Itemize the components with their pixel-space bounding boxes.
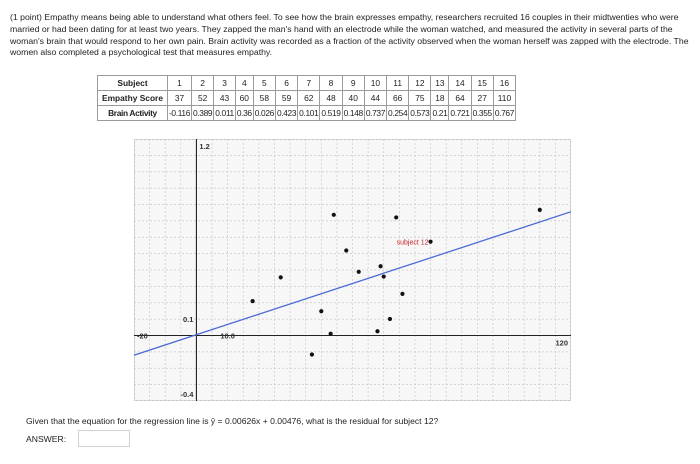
- brain-activity-cell: 0.389: [192, 106, 214, 121]
- data-point: [279, 275, 283, 279]
- subject-cell: 13: [431, 76, 449, 91]
- answer-input[interactable]: [78, 430, 130, 447]
- data-point: [310, 352, 314, 356]
- data-point: [357, 270, 361, 274]
- subject-cell: 4: [235, 76, 253, 91]
- subject-12-annotation: subject 12: [396, 239, 429, 247]
- subject-cell: 11: [387, 76, 409, 91]
- brain-activity-cell: 0.721: [449, 106, 471, 121]
- empathy-score-cell: 66: [387, 91, 409, 106]
- brain-activity-cell: 0.026: [253, 106, 275, 121]
- brain-activity-cell: 0.101: [298, 106, 320, 121]
- brain-activity-cell: 0.36: [235, 106, 253, 121]
- empathy-score-cell: 59: [275, 91, 297, 106]
- empathy-score-cell: 110: [493, 91, 515, 106]
- data-point: [428, 240, 432, 244]
- subject-cell: 12: [409, 76, 431, 91]
- empathy-score-cell: 44: [364, 91, 386, 106]
- empathy-score-cell: 40: [342, 91, 364, 106]
- empathy-row: [98, 91, 516, 106]
- brain-activity-row: [98, 106, 516, 121]
- data-point: [388, 317, 392, 321]
- brain-activity-cell: 0.423: [275, 106, 297, 121]
- brain-activity-cell: 0.148: [342, 106, 364, 121]
- y-tick-label-bottom: -0.4: [180, 390, 194, 399]
- empathy-score-cell: 48: [320, 91, 342, 106]
- subject-cell: 7: [298, 76, 320, 91]
- data-point: [400, 292, 404, 296]
- x-tick-label-right: 120: [555, 338, 568, 348]
- subject-cell: 3: [214, 76, 236, 91]
- data-point: [375, 329, 379, 333]
- empathy-score-cell: 43: [214, 91, 236, 106]
- scatter-plot: [134, 139, 571, 406]
- subject-row-label: Subject: [98, 76, 168, 91]
- brain-activity-cell: 0.767: [493, 106, 515, 121]
- empathy-score-cell: 18: [431, 91, 449, 106]
- data-point: [378, 264, 382, 268]
- y-tick-label-mid: 0.1: [182, 315, 194, 325]
- empathy-score-cell: 52: [192, 91, 214, 106]
- scatter-plot-canvas: [134, 139, 571, 401]
- subject-cell: 16: [493, 76, 515, 91]
- subject-row: [98, 76, 516, 91]
- empathy-score-cell: 37: [167, 91, 191, 106]
- empathy-score-cell: 64: [449, 91, 471, 106]
- subject-cell: 9: [342, 76, 364, 91]
- empathy-score-cell: 60: [235, 91, 253, 106]
- x-tick-label-left: -20: [137, 331, 148, 341]
- problem-statement: (1 point) Empathy means being able to understand what others feel. To see how the brain expresses empathy, researchers recruited 16 couples in their midtwenties who were married or had been dating for at least two years. They zapped the man's hand with an electrode while the woman watched, and measured the activity in several parts of the woman's brain that would respond to her own pain. Brain activity was recorded as a fraction of the activity observed when the woman herself was zapped with the electrode. The women also completed a psychological test that measures empathy.: [10, 12, 689, 58]
- empathy-score-cell: 27: [471, 91, 493, 106]
- data-point: [329, 332, 333, 336]
- brain-activity-cell: 0.011: [214, 106, 236, 121]
- subject-cell: 15: [471, 76, 493, 91]
- data-point: [332, 213, 336, 217]
- subject-cell: 2: [192, 76, 214, 91]
- brain-activity-cell: 0.355: [471, 106, 493, 121]
- brain-activity-row-label: Brain Activity: [98, 106, 168, 121]
- data-table: [97, 75, 516, 121]
- answer-label: ANSWER:: [26, 434, 67, 444]
- question-text: Given that the equation for the regression line is ŷ = 0.00626x + 0.00476, what is the residual for subject 12?: [26, 416, 439, 426]
- brain-activity-cell: 0.254: [387, 106, 409, 121]
- x-tick-label-mid: 10.0: [220, 331, 235, 341]
- data-point: [382, 274, 386, 278]
- data-point: [251, 299, 255, 303]
- subject-cell: 14: [449, 76, 471, 91]
- data-point: [319, 309, 323, 313]
- brain-activity-cell: 0.21: [431, 106, 449, 121]
- subject-cell: 10: [364, 76, 386, 91]
- y-tick-label-top: 1.2: [199, 142, 210, 151]
- subject-cell: 5: [253, 76, 275, 91]
- data-point: [538, 208, 542, 212]
- brain-activity-cell: -0.116: [167, 106, 191, 121]
- empathy-row-label: Empathy Score: [98, 91, 168, 106]
- subject-cell: 6: [275, 76, 297, 91]
- empathy-score-cell: 75: [409, 91, 431, 106]
- brain-activity-cell: 0.519: [320, 106, 342, 121]
- empathy-score-cell: 62: [298, 91, 320, 106]
- brain-activity-cell: 0.737: [364, 106, 386, 121]
- brain-activity-cell: 0.573: [409, 106, 431, 121]
- subject-cell: 8: [320, 76, 342, 91]
- subject-cell: 1: [167, 76, 191, 91]
- data-point: [344, 248, 348, 252]
- data-point: [394, 215, 398, 219]
- empathy-score-cell: 58: [253, 91, 275, 106]
